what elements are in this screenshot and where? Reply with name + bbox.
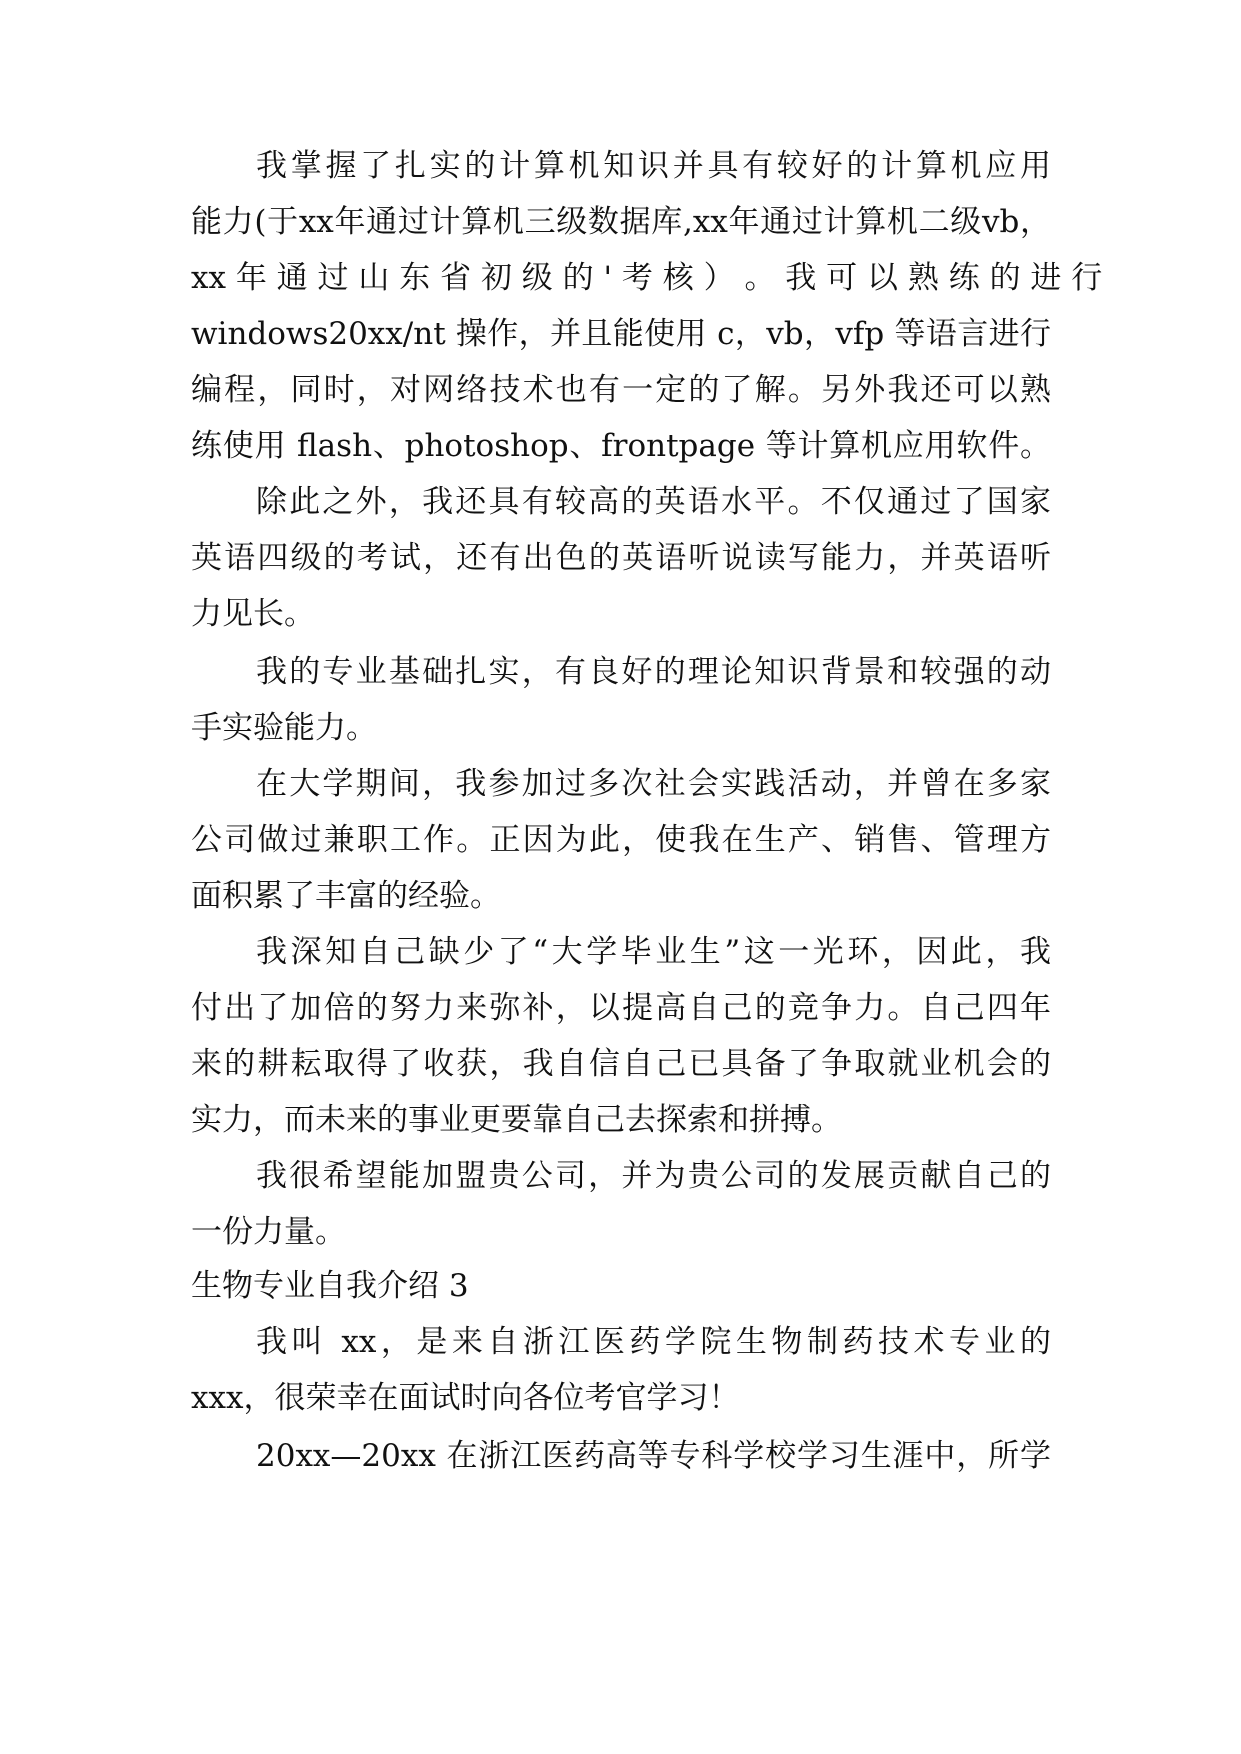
paragraph-line: 我叫 xx，是来自浙江医药学院生物制药技术专业的 (256, 1324, 1051, 1360)
paragraph-line: 来的耕耘取得了收获，我自信自己已具备了争取就业机会的 (191, 1046, 1051, 1082)
paragraph-line: 我很希望能加盟贵公司，并为贵公司的发展贡献自己的 (256, 1158, 1051, 1194)
paragraph-line: 我掌握了扎实的计算机知识并具有较好的计算机应用 (256, 148, 1051, 184)
paragraph-line: 力见长。 (191, 596, 315, 632)
paragraph-line: 能力(于xx年通过计算机三级数据库,xx年通过计算机二级vb， (191, 204, 1051, 240)
paragraph-line: 我深知自己缺少了“大学毕业生”这一光环，因此，我 (256, 934, 1051, 970)
paragraph-line: 练使用 flash、photoshop、frontpage 等计算机应用软件。 (191, 428, 1051, 464)
paragraph-line: 除此之外，我还具有较高的英语水平。不仅通过了国家 (256, 484, 1051, 520)
paragraph-line: 20xx—20xx 在浙江医药高等专科学校学习生涯中，所学 (256, 1438, 1051, 1474)
paragraph-line: 英语四级的考试，还有出色的英语听说读写能力，并英语听 (191, 540, 1051, 576)
paragraph-line: 付出了加倍的努力来弥补，以提高自己的竞争力。自己四年 (191, 990, 1051, 1026)
paragraph-line: 我的专业基础扎实，有良好的理论知识背景和较强的动 (256, 654, 1051, 690)
paragraph-line: 一份力量。 (191, 1214, 346, 1250)
paragraph-line: xx 年 通 过 山 东 省 初 级 的 ' 考 核 ） 。 我 可 以 熟 练 的 进 行 (191, 260, 1103, 296)
paragraph-line: 实力，而未来的事业更要靠自己去探索和拼搏。 (191, 1102, 842, 1138)
paragraph-line: 公司做过兼职工作。正因为此，使我在生产、销售、管理方 (191, 822, 1051, 858)
paragraph-line: 编程，同时，对网络技术也有一定的了解。另外我还可以熟 (191, 372, 1051, 408)
paragraph-line: 在大学期间，我参加过多次社会实践活动，并曾在多家 (256, 766, 1051, 802)
paragraph-line: 面积累了丰富的经验。 (191, 878, 501, 914)
paragraph-line: 手实验能力。 (191, 710, 377, 746)
paragraph-line: xxx，很荣幸在面试时向各位考官学习！ (191, 1380, 740, 1416)
paragraph-line: windows20xx/nt 操作，并且能使用 c，vb，vfp 等语言进行 (191, 316, 1051, 352)
section-heading: 生物专业自我介绍 3 (191, 1268, 469, 1304)
